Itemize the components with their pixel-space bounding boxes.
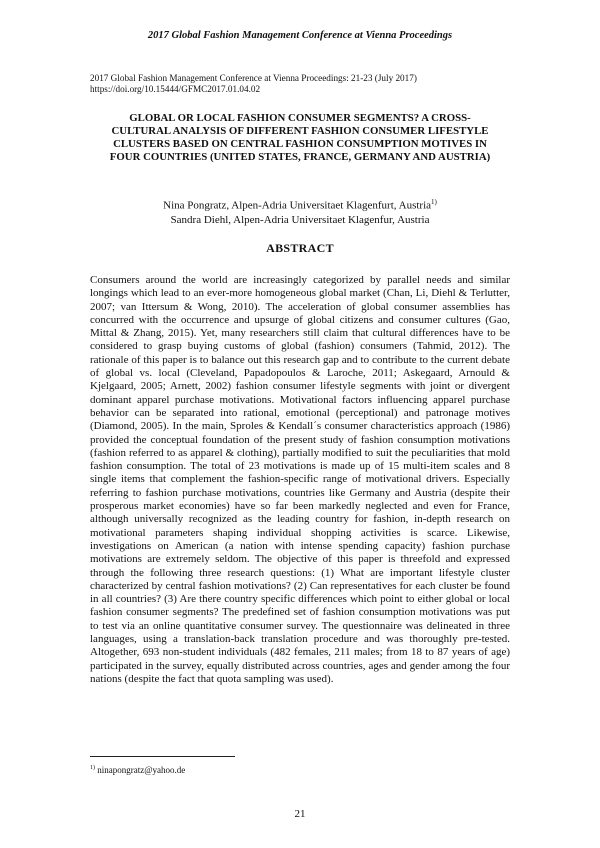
paper-title: GLOBAL OR LOCAL FASHION CONSUMER SEGMENTS? A CROSS-CULTURAL ANALYSIS OF DIFFERENT FASHION CONSUMER LIFESTYLE CLUSTERS BASED ON CENTRAL FASHION CONSUMPTION MOTIVES IN FOUR COUNTRIES (UNITED STATES, FRANCE, GERMANY AND AUSTRIA)	[109, 112, 491, 163]
abstract-heading: ABSTRACT	[266, 241, 334, 255]
author-list	[90, 195, 510, 227]
page-number: 21	[294, 808, 306, 820]
running-header: 2017 Global Fashion Management Conference at Vienna Proceedings	[147, 30, 453, 41]
footnote-divider	[90, 756, 235, 757]
citation-line: 2017 Global Fashion Management Conference at Vienna Proceedings: 21-23 (July 2017)	[90, 73, 417, 83]
footnote	[90, 763, 510, 776]
author-name: Nina Pongratz, Alpen-Adria Universitaet Klagenfurt, Austria	[163, 199, 432, 212]
author-name: Sandra Diehl, Alpen-Adria Universitaet Klagenfur, Austria	[170, 213, 430, 226]
footnote-marker: 1)	[90, 765, 95, 771]
footnote-email[interactable]: ninapongratz@yahoo.de	[97, 765, 186, 775]
citation-block	[90, 73, 510, 95]
doi-link[interactable]: https://doi.org/10.15444/GFMC2017.01.04.02	[90, 84, 261, 94]
author-line	[90, 213, 510, 227]
author-line	[90, 195, 510, 213]
footnote-marker[interactable]: 1)	[431, 198, 437, 206]
abstract-body: Consumers around the world are increasingly categorized by parallel needs and similar longings which lead to an ever-more homogeneous global market (Chan, Li, Diehl & Terlutter, 2007; van Ittersum & Wong, 2010). The acceleration of global consumer assemblies has concurred with the occurrence and upsurge of global citizens and consumer cultures (Gao, Mittal & Zhang, 2015). Yet, many researchers still claim that cultural differences have to be considered to grasp buying customs of global (fashion) consumers (Tahmid, 2012). The rationale of this paper is to balance out this research gap and to contribute to the current debate of global vs. local (Cleveland, Papadopoulos & Laroche, 2011; Askegaard, Arnould & Kjelgaard, 2005; Arnett, 2002) fashion consumer lifestyle segments with joint or divergent dominant apparel purchase motivations. Motivational factors influencing apparel purchase behavior can be separated into rational, emotional (perceptional) and patronage motives (Diamond, 2005). In the main, Sproles & Kendall´s consumer characteristics approach (1986) provided the conceptual foundation of the present study of fashion consumption motivations (fashion referred to as apparel & clothing), partially modified to suit the peculiarities that mold fashion consumption. The total of 23 motivations is made up of 15 multi-item scales and 8 single items that complement the fashion-specific range of motivational drivers. Especially referring to fashion purchase motivations, countries like Germany and Austria (despite their prosperous market economies) have so far been markedly neglected and even for France, although universally recognized as the leading country for fashion, in-depth research on motivational parameters shaping individual shopping activities is scarce. Likewise, investigations on American (a nation with intense spending capacity) fashion purchase motivations are extremely seldom. The objective of this paper is threefold and expressed through the following three research questions: (1) What are important lifestyle cluster characterized by central fashion motivations? (2) Can representatives for each cluster be found in all countries? (3) Are there country specific differences which point to either global or local fashion consumer segments? The predefined set of fashion consumption motivations was put to test via an online quantitative consumer survey. The questionnaire was delineated in three languages, using a translation-back translation procedure and was thoroughly pre-tested. Altogether, 693 non-student individuals (482 females, 211 males; from 18 to 87 years of age) participated in the survey, equally distributed across countries, ages and gender among the four nations (despite the fact that quota sampling was used).	[90, 274, 510, 685]
